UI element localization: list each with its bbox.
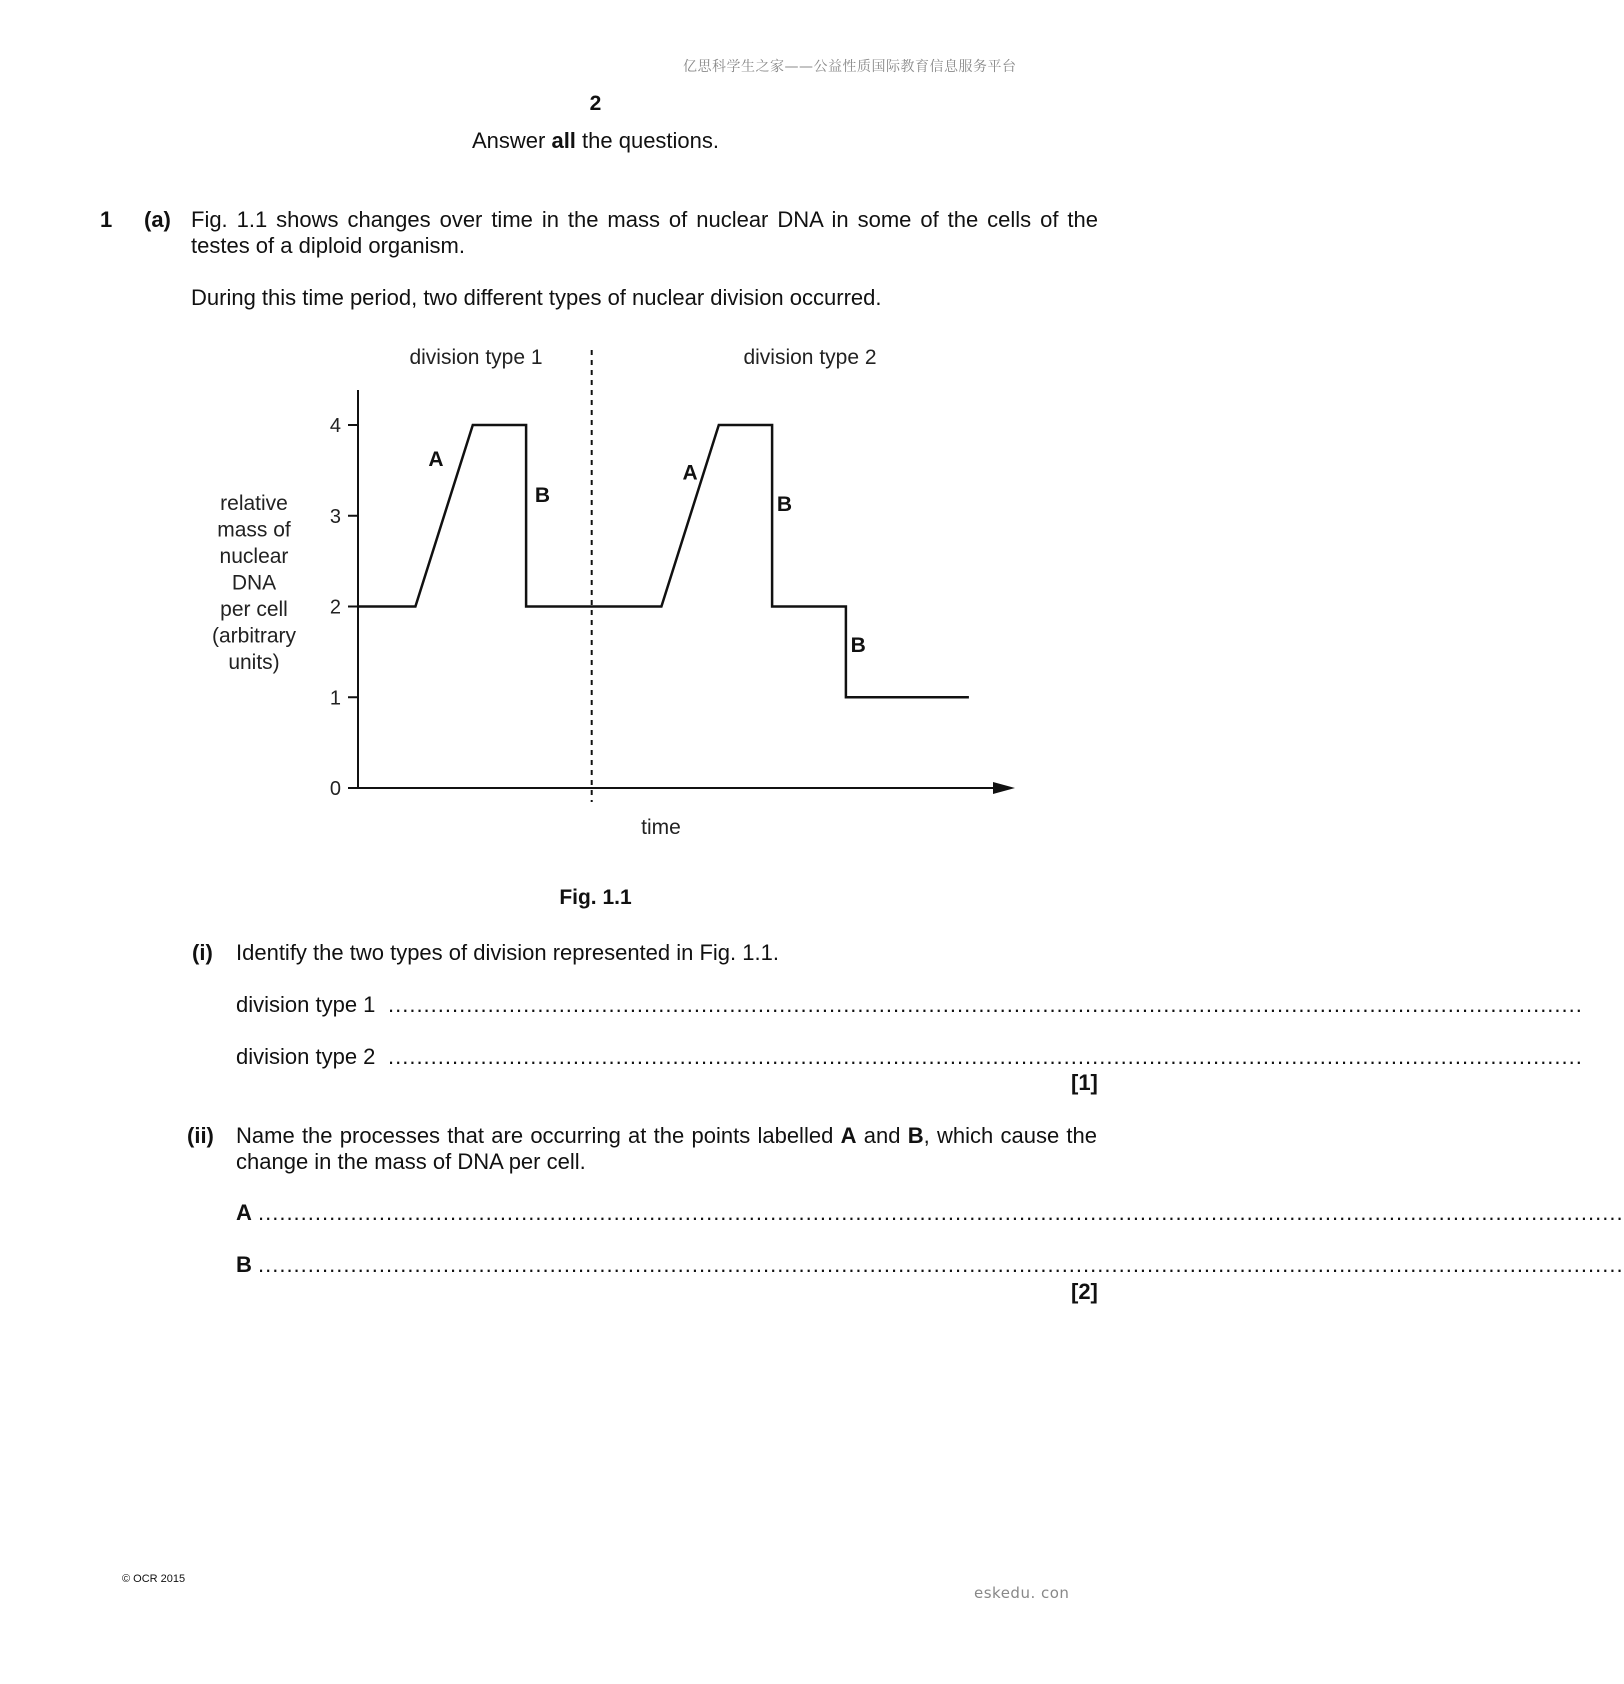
part-ii-text-line1: [236, 1123, 1097, 1149]
region-label-division-type-2: division type 2: [743, 346, 877, 369]
part-ii-label: (ii): [187, 1123, 214, 1148]
y-axis-label-line: units): [228, 651, 280, 674]
figure-caption: Fig. 1.1: [559, 886, 632, 909]
instruction-post: the questions.: [575, 128, 720, 153]
page-number: 2: [589, 92, 602, 115]
x-axis-arrowhead: [993, 782, 1015, 794]
part-ii-text-mid: and: [856, 1123, 908, 1148]
answer-a-label: A: [236, 1200, 252, 1225]
division-type-1-label: division type 1: [236, 992, 376, 1017]
division-type-1-answer-line[interactable]: ........................................................................................................................................................................: [388, 992, 1583, 1017]
watermark-bottom: eskedu. con: [974, 1584, 1070, 1602]
y-axis-label-line: relative: [220, 492, 288, 515]
answer-b-label: B: [236, 1252, 252, 1277]
y-tick-label-2: 2: [329, 596, 341, 619]
region-label-division-type-1: division type 1: [409, 346, 543, 369]
y-tick-label-4: 4: [329, 415, 341, 437]
y-axis-label-line: per cell: [220, 598, 288, 621]
annotation-a: A: [682, 461, 698, 485]
answer-a-line[interactable]: ................................................................................................................................................................................................: [258, 1200, 1624, 1225]
part-ii-text-a: A: [840, 1123, 857, 1148]
annotation-b: B: [534, 484, 551, 508]
division-type-2-label: division type 2: [236, 1044, 376, 1069]
question-intro-2: During this time period, two different types of nuclear division occurred.: [191, 285, 882, 310]
part-ii-text-pre: Name the processes that are occurring at the points labelled: [236, 1123, 841, 1148]
series-line-dna-mass: [358, 425, 969, 697]
question-part: (a): [144, 207, 171, 232]
answer-b-line[interactable]: ................................................................................................................................................................................................: [258, 1252, 1624, 1277]
x-axis-label: time: [641, 816, 681, 839]
y-tick-label-1: 1: [329, 687, 341, 710]
annotation-a: A: [428, 447, 444, 471]
question-intro-line1: Fig. 1.1 shows changes over time in the mass of nuclear DNA in some of the cells of the: [191, 207, 1098, 232]
y-axis-label-line: mass of: [217, 518, 291, 542]
annotation-b: B: [776, 493, 792, 517]
part-i-text: Identify the two types of division represented in Fig. 1.1.: [236, 940, 779, 965]
part-ii-marks: [2]: [1071, 1279, 1098, 1304]
part-ii-text-b: B: [907, 1123, 924, 1148]
y-tick-label-3: 3: [329, 505, 341, 528]
part-i-label: (i): [192, 940, 213, 965]
question-intro-line2: testes of a diploid organism.: [191, 233, 465, 258]
y-axis-label-line: (arbitrary: [211, 624, 297, 648]
division-type-2-answer-line[interactable]: ........................................................................................................................................................................: [388, 1044, 1583, 1069]
part-ii-text-line2: change in the mass of DNA per cell.: [236, 1149, 586, 1174]
y-axis-label-line: nuclear: [219, 545, 289, 568]
watermark-top: 亿思科学生之家——公益性质国际教育信息服务平台: [683, 59, 1017, 75]
annotation-b: B: [850, 633, 866, 657]
instruction-bold: all: [551, 128, 576, 153]
copyright: © OCR 2015: [122, 1573, 186, 1585]
part-ii-text-post: , which cause the: [923, 1123, 1098, 1148]
question-number: 1: [100, 207, 113, 232]
part-i-marks: [1]: [1071, 1070, 1098, 1095]
dna-mass-chart: [0, 0, 1191, 860]
y-axis-label-line: DNA: [231, 571, 277, 595]
y-tick-label-0: 0: [329, 778, 341, 800]
instruction-pre: Answer: [471, 128, 552, 153]
